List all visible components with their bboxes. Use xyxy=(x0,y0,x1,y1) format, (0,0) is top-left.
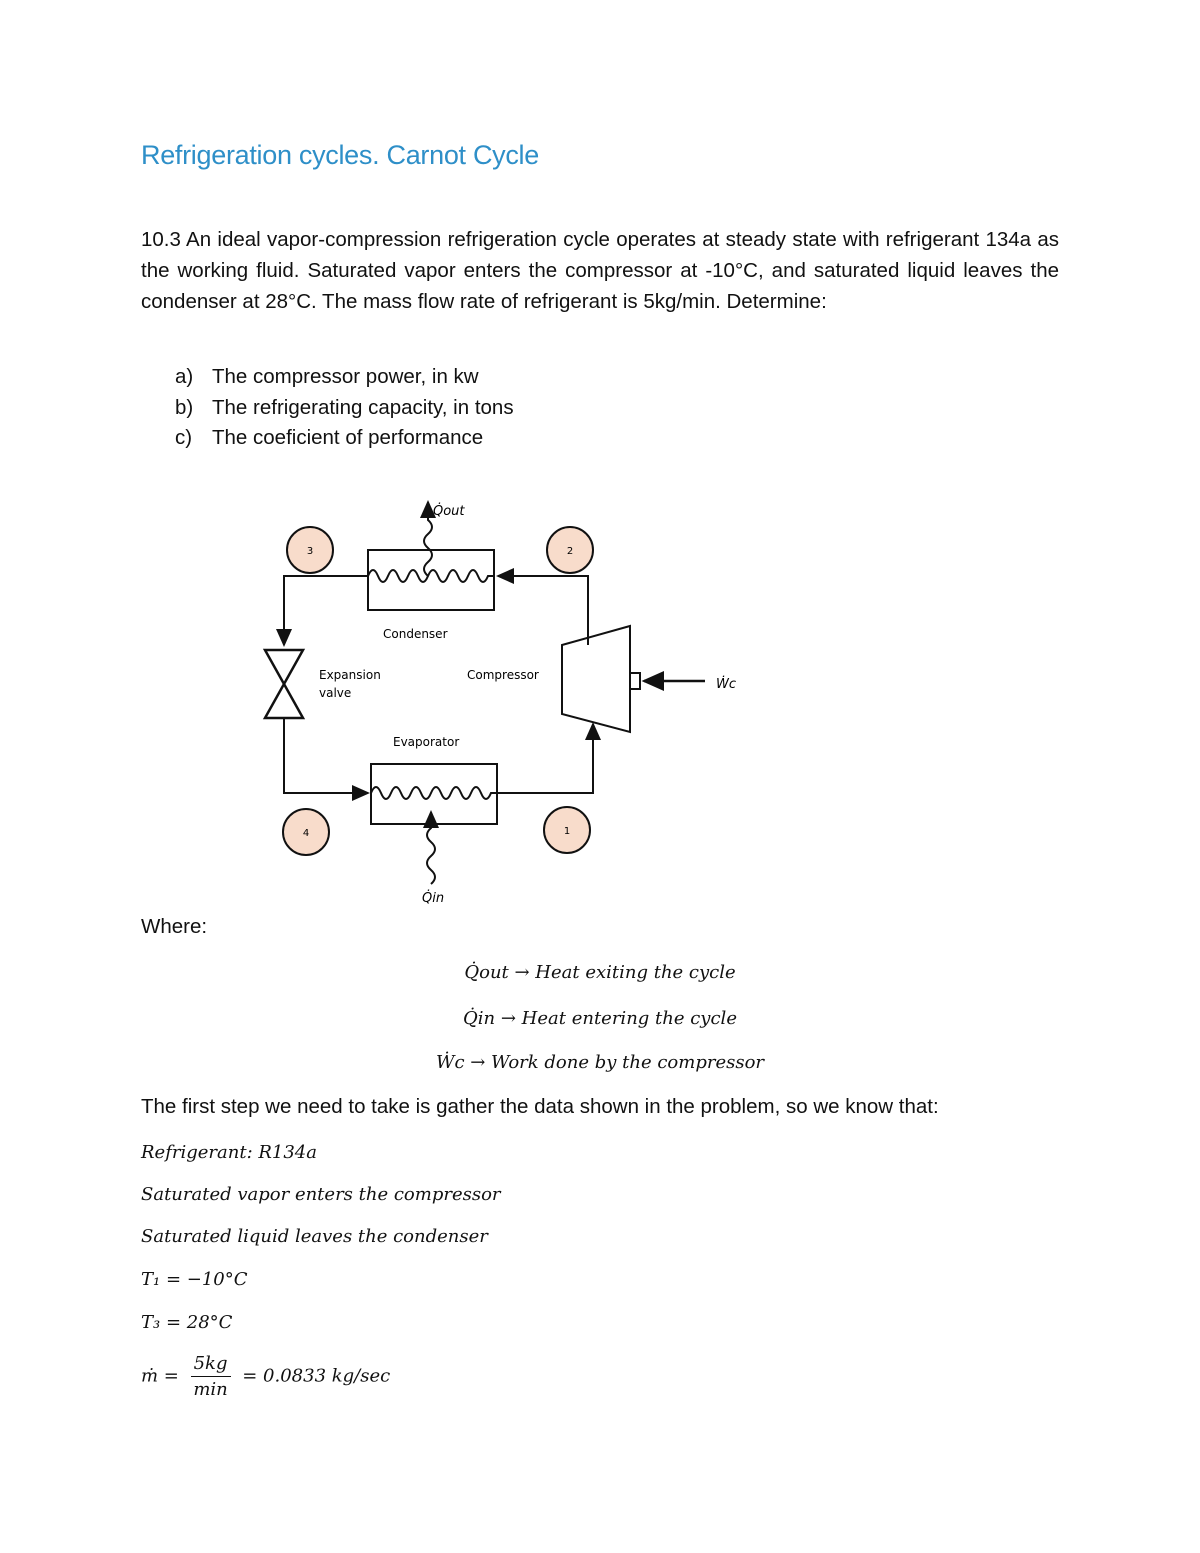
refrigeration-cycle-diagram xyxy=(250,480,770,920)
given-t3: T₃ = 28°C xyxy=(141,1312,233,1333)
compressor-shaft xyxy=(630,673,640,689)
given-saturated-liquid: Saturated liquid leaves the condenser xyxy=(141,1226,488,1247)
mass-flow-lhs: ṁ = xyxy=(141,1365,179,1387)
list-text: The coeficient of performance xyxy=(212,426,484,449)
w-c-label: Ẇc xyxy=(716,677,737,692)
condenser-label: Condenser xyxy=(383,627,448,641)
given-t1: T₁ = −10°C xyxy=(141,1269,248,1290)
list-item xyxy=(175,362,514,393)
state-point-3 xyxy=(287,527,333,573)
given-refrigerant: Refrigerant: R134a xyxy=(141,1142,317,1163)
q-out-label: Q̇out xyxy=(433,504,465,519)
list-marker: c) xyxy=(175,426,193,449)
fraction-denominator: min xyxy=(193,1379,228,1400)
state-point-1 xyxy=(544,807,590,853)
definition-q-out: Q̇out → Heat exiting the cycle xyxy=(464,962,736,983)
list-marker: b) xyxy=(175,395,194,419)
svg-text:2: 2 xyxy=(566,546,574,557)
list-item xyxy=(175,393,514,424)
svg-text:3: 3 xyxy=(306,546,314,557)
state-point-4 xyxy=(283,809,329,855)
definition-w-c: Ẇc → Work done by the compressor xyxy=(435,1052,765,1073)
where-label: Where: xyxy=(141,915,208,938)
page-title: Refrigeration cycles. Carnot Cycle xyxy=(141,140,539,170)
given-mass-flow xyxy=(141,1353,390,1400)
mass-flow-rhs: = 0.0833 kg/sec xyxy=(242,1365,391,1387)
expansion-label-2: valve xyxy=(319,686,352,700)
intro-sentence: The first step we need to take is gather the data shown in the problem, so we know that: xyxy=(141,1095,939,1118)
state-point-2 xyxy=(547,527,593,573)
expansion-valve xyxy=(265,650,303,718)
q-in-label: Q̇in xyxy=(422,891,445,906)
question-list xyxy=(175,362,514,454)
fraction-numerator: 5kg xyxy=(191,1353,231,1377)
svg-text:4: 4 xyxy=(302,828,310,839)
problem-statement: 10.3 An ideal vapor-compression refrigeration cycle operates at steady state with refrigerant 134a as the working fluid. Saturated vapor enters the compressor at -10°C, and saturated liquid leaves the condenser at 28°C. The mass flow rate of refrigerant is 5kg/min. Determine: xyxy=(141,228,1059,313)
evaporator xyxy=(371,764,497,824)
list-marker: a) xyxy=(175,365,194,388)
list-text: The refrigerating capacity, in tons xyxy=(212,395,514,419)
expansion-label-1: Expansion xyxy=(319,668,381,682)
compressor-label: Compressor xyxy=(467,668,539,682)
list-item xyxy=(175,423,514,454)
given-saturated-vapor: Saturated vapor enters the compressor xyxy=(141,1184,501,1205)
definition-q-in: Q̇in → Heat entering the cycle xyxy=(463,1008,737,1029)
mass-flow-fraction xyxy=(191,1353,231,1400)
svg-text:1: 1 xyxy=(563,826,571,837)
list-text: The compressor power, in kw xyxy=(212,365,479,388)
compressor xyxy=(562,626,630,732)
evaporator-label: Evaporator xyxy=(393,735,460,749)
